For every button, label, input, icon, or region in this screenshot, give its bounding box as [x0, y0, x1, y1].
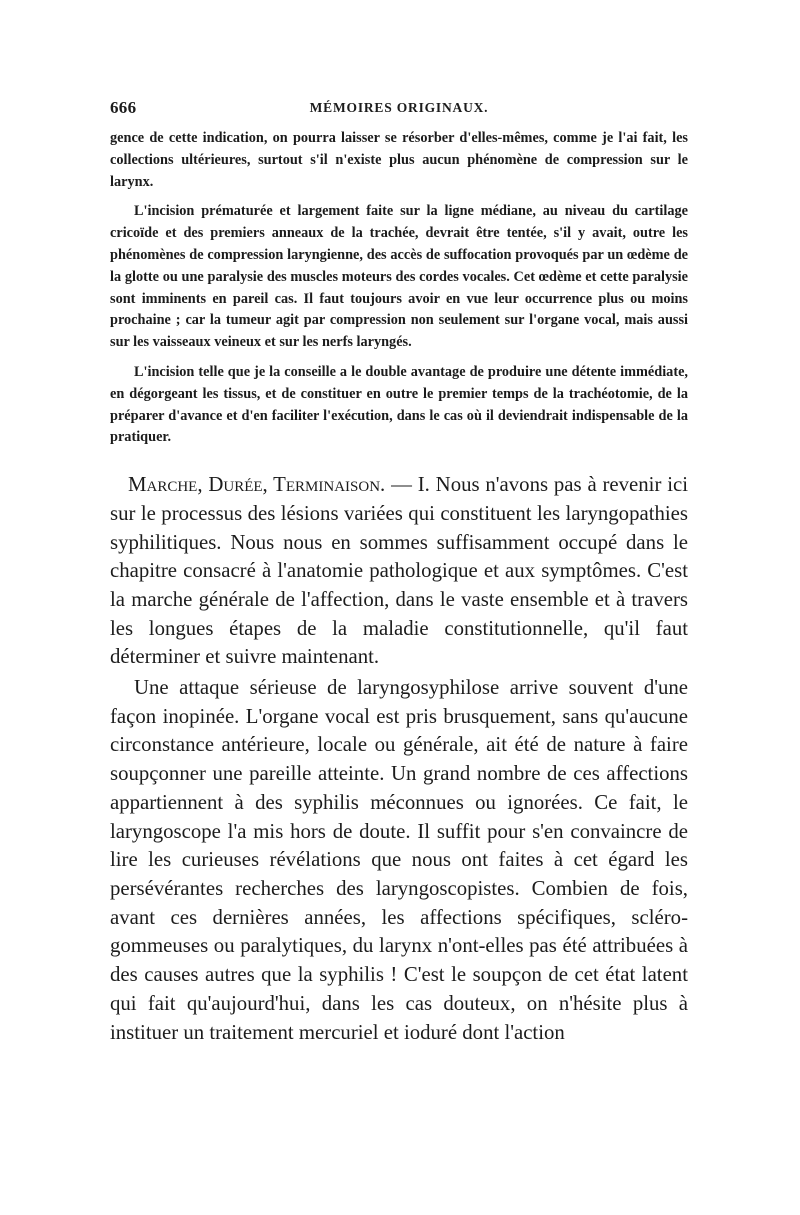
small-print-block — [110, 128, 688, 449]
section-heading: Marche, Durée, Terminaison. — [128, 473, 386, 497]
running-title: MÉMOIRES ORIGINAUX. — [309, 100, 489, 115]
running-head — [110, 98, 688, 120]
main-text-block — [110, 471, 688, 1047]
section-first-paragraph: Nous n'avons pas à revenir ici sur le processus des lésions variées qui constituent les laryngopathies syphilitiques. Nous nous en sommes suffisamment occupé dans le chapitre consacré à l'anatomie pathologique et aux symptômes. C'est la marche générale de l'affection, dans le vaste ensemble et à travers les longues étapes de la maladie constitutionnelle, qu'il faut déterminer et suivre maintenant. — [110, 473, 688, 669]
paragraph-continuation: gence de cette indication, on pourra laisser se résorber d'elles-mêmes, comme je l'ai fait, les collections ultérieures, surtout s'il n'existe plus aucun phénomène de compression sur le larynx. — [110, 130, 688, 190]
section-number: — I. — [391, 473, 430, 497]
page-number: 666 — [110, 98, 137, 117]
paragraph-incision-conseillee: L'incision telle que je la conseille a le double avantage de produire une détente immédiate, en dégorgeant les tissus, et de constituer en outre le premier temps de la trachéotomie, de la préparer d'avance et d'en faciliter l'exécution, dans le cas où il deviendrait indispensable de la pratiquer. — [110, 363, 688, 446]
paragraph-section-start — [110, 471, 688, 672]
book-page — [110, 98, 688, 1047]
paragraph-incision-premature: L'incision prématurée et largement faite sur la ligne médiane, au niveau du cartilage cricoïde et des premiers anneaux de la trachée, devrait être tentée, s'il y avait, outre les phénomènes de compression laryngienne, des accès de suffocation provoqués par un œdème de la glotte ou une paralysie des muscles moteurs des cordes vocales. Cet œdème et cette paralysie sont imminents en pareil cas. Il faut toujours avoir en vue leur occurrence plus ou moins prochaine ; car la tumeur agit par compression non seulement sur l'organe vocal, mais aussi sur les vaisseaux veineux et sur les nerfs laryngés. — [110, 203, 688, 351]
paragraph-attaque: Une attaque sérieuse de laryngosyphilose arrive souvent d'une façon inopinée. L'organe vocal est pris brusquement, sans qu'aucune circonstance antérieure, locale ou générale, ait été de nature à faire soupçonner une pareille atteinte. Un grand nombre de ces affections appartiennent à des syphilis méconnues ou ignorées. Ce fait, le laryngoscope l'a mis hors de doute. Il suffit pour s'en convaincre de lire les curieuses révélations que nous ont faites à cet égard les persévérantes recherches des laryngoscopistes. Combien de fois, avant ces dernières années, les affections spécifiques, scléro-gommeuses ou paralytiques, du larynx n'ont-elles pas été attribuées à des causes autres que la syphilis ! C'est le soupçon de cet état latent qui fait qu'aujourd'hui, dans les cas douteux, on n'hésite plus à instituer un traitement mercuriel et ioduré dont l'action — [110, 676, 688, 1044]
